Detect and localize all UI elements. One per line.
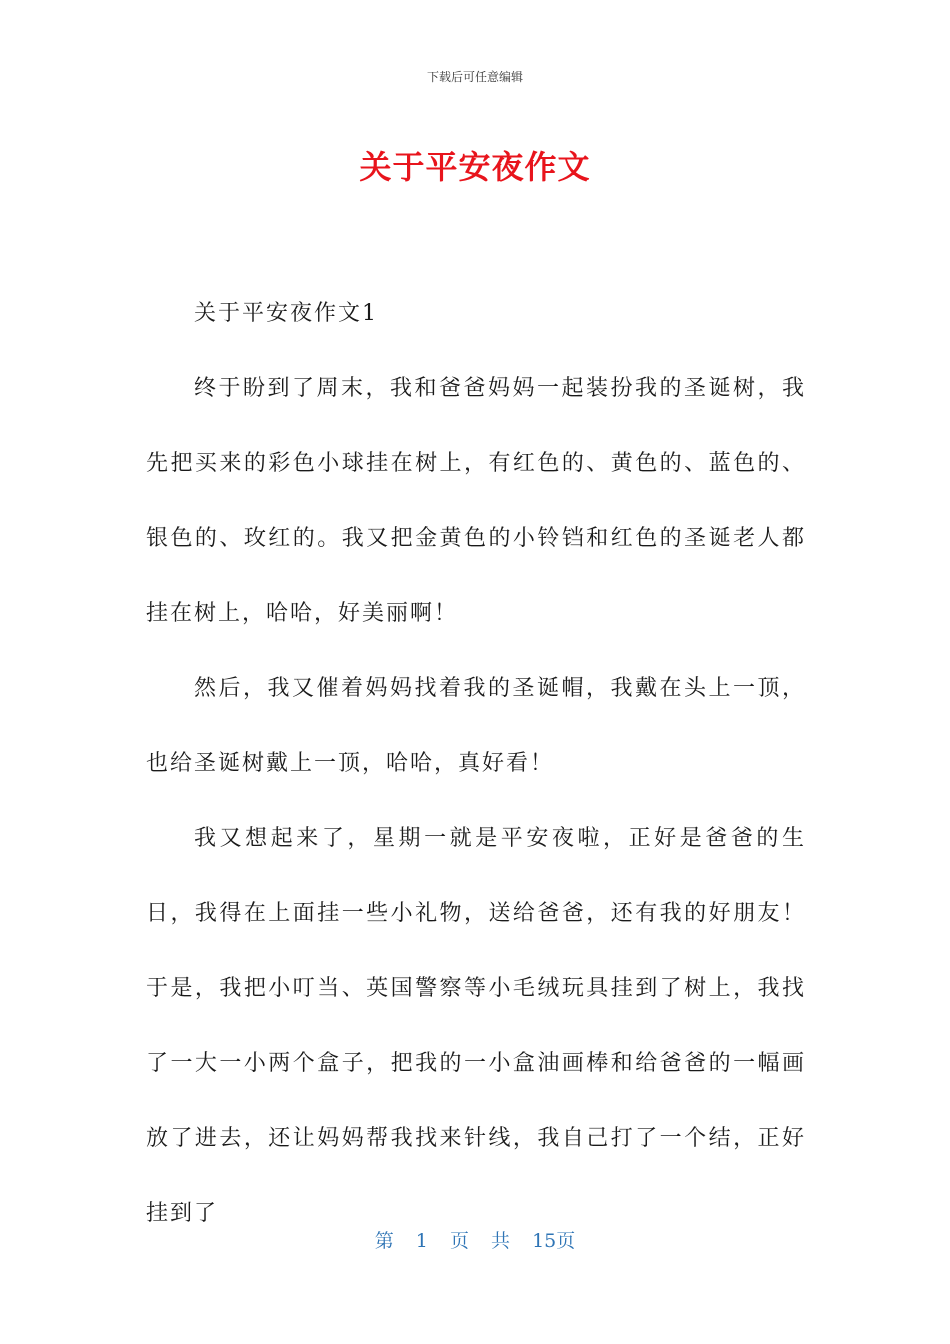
section-heading: 关于平安夜作文1 — [194, 301, 378, 326]
current-page-number: 1 — [415, 1230, 428, 1252]
document-title: 关于平安夜作文 — [359, 148, 591, 186]
document-body — [146, 276, 806, 1251]
page-label-mid: 页 — [449, 1230, 469, 1252]
total-label-prefix: 共 — [491, 1230, 511, 1252]
paragraph: 终于盼到了周末，我和爸爸妈妈一起装扮我的圣诞树，我先把买来的彩色小球挂在树上，有红色的、黄色的、蓝色的、银色的、玫红的。我又把金黄色的小铃铛和红色的圣诞老人都挂在树上，哈哈，好美丽啊！ — [146, 376, 806, 626]
page-indicator — [0, 1226, 950, 1253]
page-label-prefix: 第 — [374, 1230, 394, 1252]
paragraph: 然后，我又催着妈妈找着我的圣诞帽，我戴在头上一顶，也给圣诞树戴上一顶，哈哈，真好看！ — [146, 676, 806, 776]
total-pages: 15页 — [532, 1230, 576, 1252]
paragraph: 我又想起来了，星期一就是平安夜啦，正好是爸爸的生日，我得在上面挂一些小礼物，送给爸爸，还有我的好朋友！于是，我把小叮当、英国警察等小毛绒玩具挂到了树上，我找了一大一小两个盒子，把我的一小盒油画棒和给爸爸的一幅画放了进去，还让妈妈帮我找来针线，我自己打了一个结，正好挂到了 — [146, 826, 806, 1226]
header-note: 下载后可任意编辑 — [426, 70, 523, 84]
